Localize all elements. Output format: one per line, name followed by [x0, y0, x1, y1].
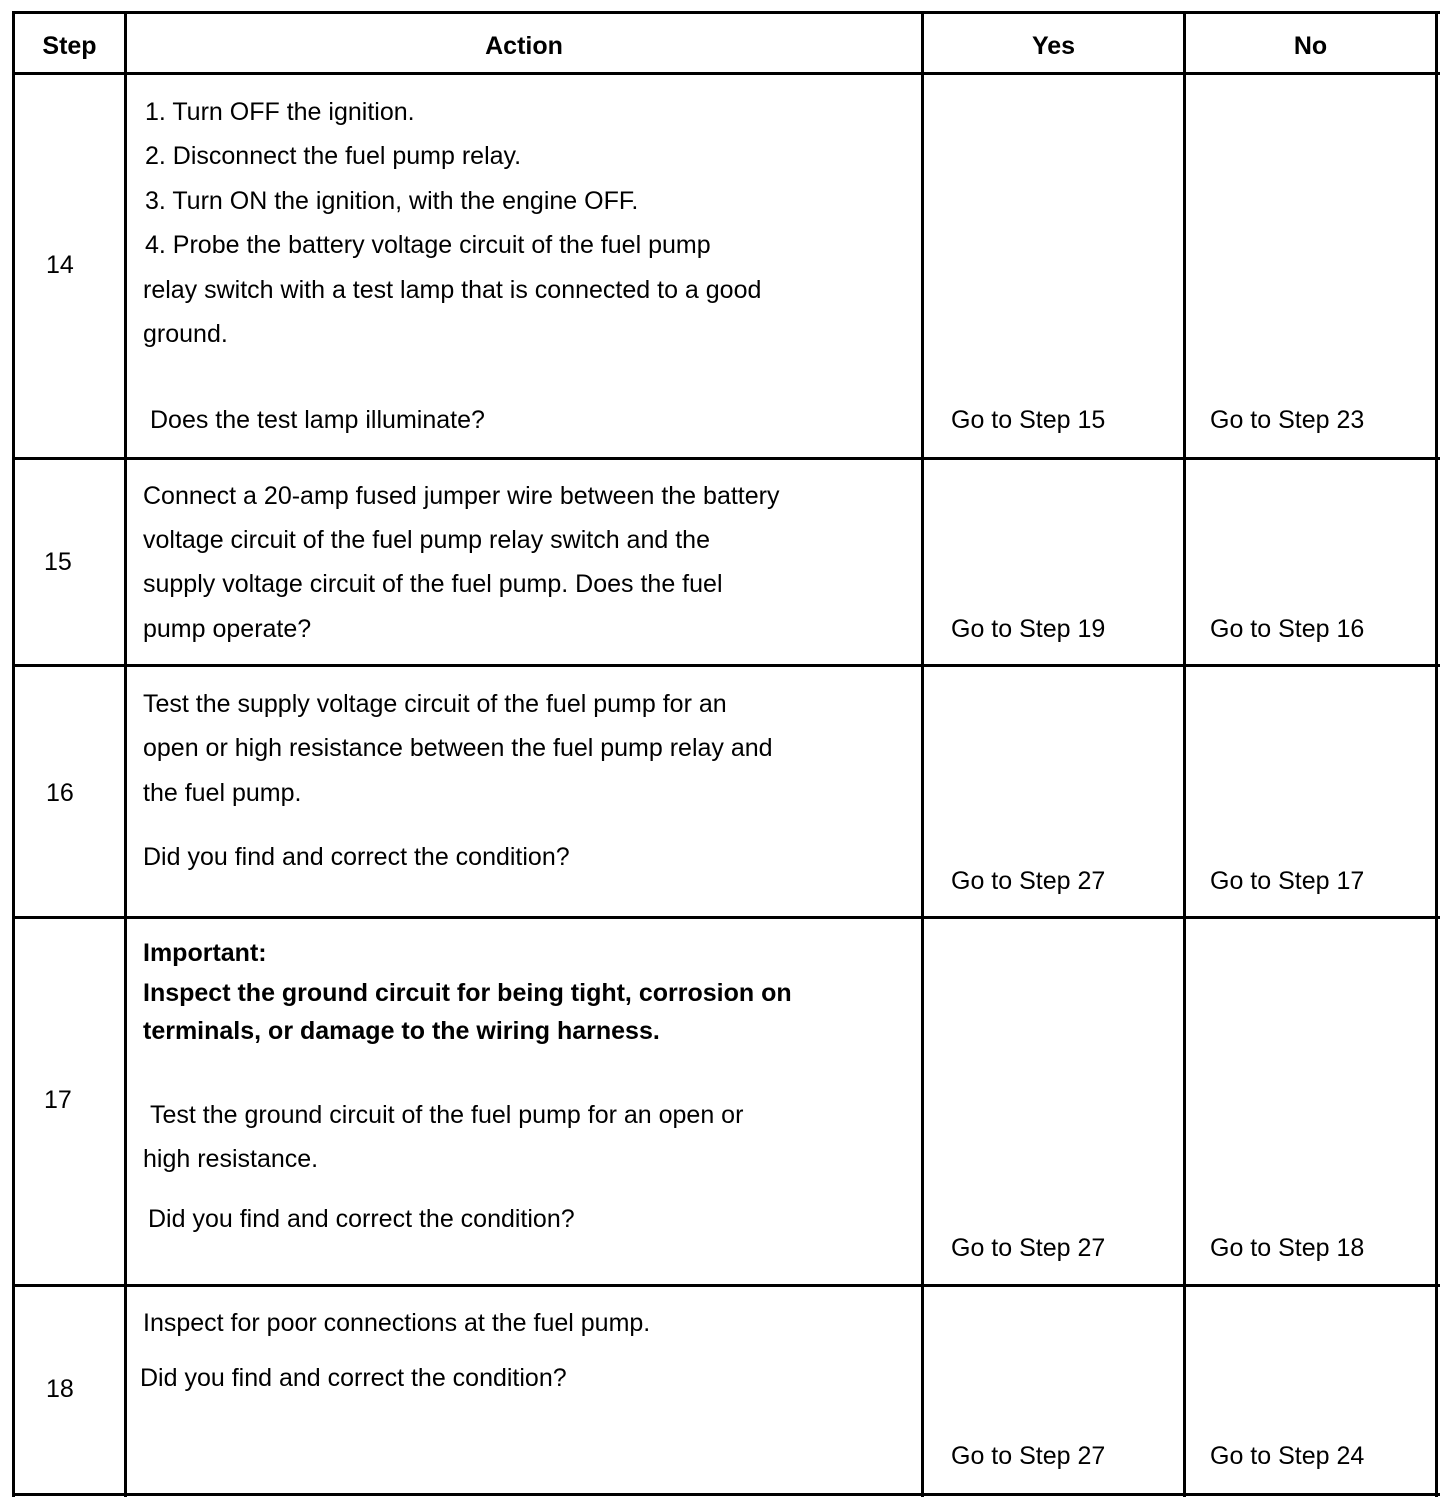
- action-line: 4. Probe the battery voltage circuit of the fuel pump: [145, 231, 711, 259]
- step-number: 18: [46, 1375, 74, 1403]
- step-number: 16: [46, 779, 74, 807]
- important-note: terminals, or damage to the wiring harness.: [143, 1017, 660, 1045]
- action-line: high resistance.: [143, 1145, 319, 1173]
- action-line: voltage circuit of the fuel pump relay switch and the: [143, 526, 710, 554]
- yes-result: Go to Step 15: [951, 406, 1106, 434]
- table-border-bottom: [12, 1493, 1440, 1496]
- header-action: Action: [485, 32, 563, 60]
- no-result: Go to Step 23: [1210, 406, 1365, 434]
- action-line: 1. Turn OFF the ignition.: [145, 98, 415, 126]
- action-question: Did you find and correct the condition?: [143, 843, 570, 871]
- action-question: Does the test lamp illuminate?: [150, 406, 485, 434]
- no-result: Go to Step 17: [1210, 867, 1365, 895]
- column-divider: [921, 11, 924, 1497]
- action-line: the fuel pump.: [143, 779, 302, 807]
- action-line: ground.: [143, 320, 228, 348]
- yes-result: Go to Step 27: [951, 1442, 1106, 1470]
- no-result: Go to Step 18: [1210, 1234, 1365, 1262]
- action-question: Did you find and correct the condition?: [140, 1364, 567, 1392]
- important-note: Inspect the ground circuit for being tight, corrosion on: [143, 979, 792, 1007]
- table-border-right: [1435, 11, 1438, 1497]
- action-line: supply voltage circuit of the fuel pump. Does the fuel: [143, 570, 723, 598]
- header-divider: [12, 72, 1440, 75]
- row-divider: [12, 916, 1440, 919]
- no-result: Go to Step 16: [1210, 615, 1365, 643]
- step-number: 17: [44, 1086, 72, 1114]
- yes-result: Go to Step 27: [951, 867, 1106, 895]
- action-question: Did you find and correct the condition?: [148, 1205, 575, 1233]
- column-divider: [124, 11, 127, 1497]
- row-divider: [12, 664, 1440, 667]
- important-label: Important:: [143, 939, 267, 967]
- action-line: 3. Turn ON the ignition, with the engine OFF.: [145, 187, 639, 215]
- action-line: Connect a 20-amp fused jumper wire between the battery: [143, 482, 780, 510]
- table-border-left: [12, 11, 15, 1497]
- row-divider: [12, 457, 1440, 460]
- header-no: No: [1293, 32, 1328, 60]
- yes-result: Go to Step 19: [951, 615, 1106, 643]
- row-divider: [12, 1284, 1440, 1287]
- yes-result: Go to Step 27: [951, 1234, 1106, 1262]
- action-line: pump operate?: [143, 615, 312, 643]
- header-step: Step: [42, 32, 97, 60]
- action-line: relay switch with a test lamp that is connected to a good: [143, 276, 762, 304]
- action-line: Test the supply voltage circuit of the fuel pump for an: [143, 690, 727, 718]
- column-divider: [1183, 11, 1186, 1497]
- action-line: Test the ground circuit of the fuel pump for an open or: [150, 1101, 744, 1129]
- action-line: open or high resistance between the fuel pump relay and: [143, 734, 773, 762]
- no-result: Go to Step 24: [1210, 1442, 1365, 1470]
- header-yes: Yes: [1031, 32, 1076, 60]
- action-line: Inspect for poor connections at the fuel pump.: [143, 1309, 651, 1337]
- action-line: 2. Disconnect the fuel pump relay.: [145, 142, 522, 170]
- step-number: 14: [46, 251, 74, 279]
- step-number: 15: [44, 548, 72, 576]
- table-border-top: [12, 11, 1440, 14]
